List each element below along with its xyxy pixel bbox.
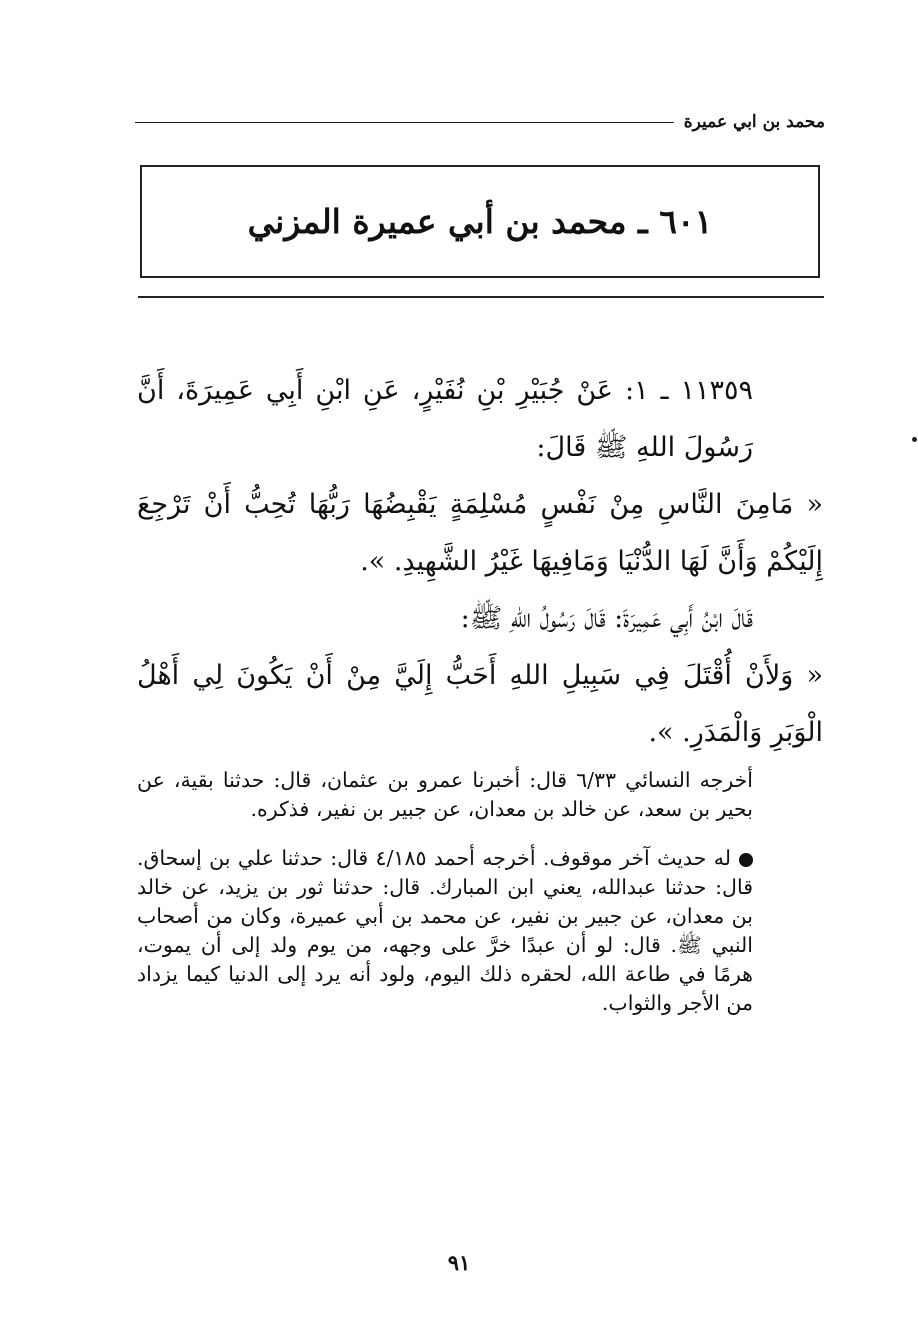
footnotes: [137, 766, 823, 1018]
running-head: [135, 112, 825, 132]
hadith-isnad: ١١٣٥٩ ـ ١: عَنْ جُبَيْرِ بْنِ نُفَيْرٍ، عَنِ ابْنِ أَبِي عَمِيرَةَ، أَنَّ رَسُولَ اللهِ ﷺ قَالَ:: [137, 375, 753, 463]
page-number: ٩١: [447, 1250, 471, 1275]
chapter-title: ٦٠١ ـ محمد بن أبي عميرة المزني: [247, 202, 713, 241]
hadith-intro-2: قَالَ ابْنُ أَبِي عَمِيرَةَ: قَالَ رَسُولُ اللهِ ﷺ:: [460, 603, 753, 634]
chapter-title-box: [140, 165, 820, 278]
extra-hadith-note: [137, 844, 823, 1018]
running-head-rule: [135, 122, 674, 123]
bullet-icon: [739, 853, 753, 867]
running-head-title: محمد بن ابي عميرة: [683, 112, 825, 132]
margin-dot: [912, 437, 917, 442]
title-underline-rule: [138, 296, 824, 298]
takhrij-note: أخرجه النسائي ٦/٣٣ قال: أخبرنا عمرو بن عثمان، قال: حدثنا بقية، عن بحير بن سعد، عن خالد بن معدان، عن جبير بن نفير، فذكره.: [137, 768, 753, 821]
hadith-matn-1: « مَامِنَ النَّاسِ مِنْ نَفْسٍ مُسْلِمَةٍ يَقْبِضُهَا رَبُّهَا تُحِبُّ أَنْ تَرْجِعَ إِلَيْكُمْ وَأَنَّ لَهَا الدُّنْيَا وَمَافِيهَا غَيْرُ الشَّهِيدِ. ».: [137, 489, 823, 577]
hadith-text: [137, 362, 823, 761]
hadith-matn-2: « وَلأَنْ أُقْتَلَ فِي سَبِيلِ اللهِ أَحَبُّ إِلَيَّ مِنْ أَنْ يَكُونَ لِي أَهْلُ الْوَبَرِ وَالْمَدَرِ. ».: [137, 660, 823, 748]
extra-hadith-text: له حديث آخر موقوف. أخرجه أحمد ٤/١٨٥ قال: حدثنا علي بن إسحاق. قال: حدثنا عبدالله، يعني ابن المبارك. قال: حدثنا ثور بن يزيد، عن خالد بن معدان، عن جبير بن نفير، عن محمد بن أبي عميرة، وكان من أصحاب النبي ﷺ. قال: لو أن عبدًا خرَّ على وجهه، من يوم ولد إلى أن يموت، هرمًا في طاعة الله، لحقره ذلك اليوم، ولود أنه يرد إلى الدنيا كيما يزداد من الأجر والثواب.: [137, 846, 753, 1015]
